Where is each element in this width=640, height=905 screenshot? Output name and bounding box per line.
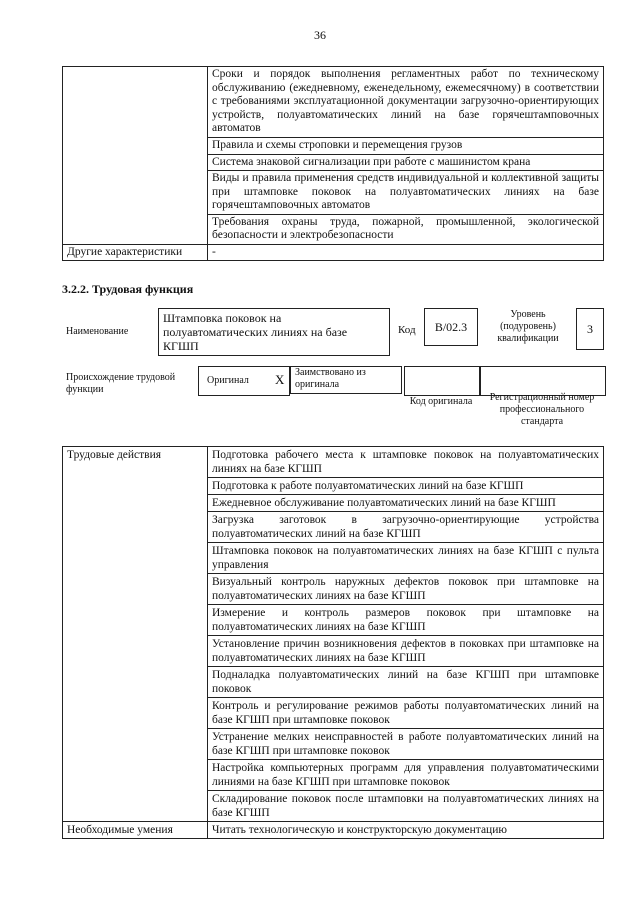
other-characteristics-label: Другие характеристики xyxy=(63,244,208,261)
action-item: Устранение мелких неисправностей в работе полуавтоматических линий на базе КГШП при штамповке поковок xyxy=(208,729,604,760)
origin-label: Происхождение трудовой функции xyxy=(66,372,176,395)
original-label: Оригинал xyxy=(207,375,249,386)
function-name-box: Штамповка поковок на полуавтоматических линиях на базе КГШП xyxy=(158,308,390,356)
name-label: Наименование xyxy=(66,326,129,337)
code-original-label: Код оригинала xyxy=(409,396,473,407)
action-item: Ежедневное обслуживание полуавтоматических линий на базе КГШП xyxy=(208,495,604,512)
other-characteristics-value: - xyxy=(208,244,604,261)
action-item: Измерение и контроль размеров поковок при штамповке на полуавтоматических линиях на базе КГШП xyxy=(208,605,604,636)
knowledge-label-cell xyxy=(63,67,208,245)
original-box xyxy=(198,366,290,396)
code-original-box xyxy=(404,366,480,396)
action-item: Подготовка к работе полуавтоматических линий на базе КГШП xyxy=(208,478,604,495)
original-mark: X xyxy=(275,372,285,387)
knowledge-item: Требования охраны труда, пожарной, промышленной, экологической безопасности и электробезопасности xyxy=(208,214,604,244)
action-item: Штамповка поковок на полуавтоматических линиях на базе КГШП с пульта управления xyxy=(208,543,604,574)
skill-item: Читать технологическую и конструкторскую документацию xyxy=(208,822,604,839)
action-item: Подготовка рабочего места к штамповке поковок на полуавтоматических линиях на базе КГШП xyxy=(208,447,604,478)
knowledge-item: Система знаковой сигнализации при работе с машинистом крана xyxy=(208,154,604,171)
action-item: Складирование поковок после штамповки на полуавтоматических линиях на базе КГШП xyxy=(208,791,604,822)
action-item: Подналадка полуавтоматических линий на базе КГШП при штамповке поковок xyxy=(208,667,604,698)
action-item: Настройка компьютерных программ для управления полуавтоматическими линиями на базе КГШП при штамповке поковок xyxy=(208,760,604,791)
knowledge-item: Правила и схемы строповки и перемещения грузов xyxy=(208,138,604,155)
action-item: Установление причин возникновения дефектов в поковках при штамповке на полуавтоматических линиях на базе КГШП xyxy=(208,636,604,667)
reg-number-label: Регистрационный номер профессионального стандарта xyxy=(489,392,595,427)
actions-label: Трудовые действия xyxy=(63,447,208,822)
actions-table xyxy=(62,446,604,839)
section-title: 3.2.2. Трудовая функция xyxy=(62,282,194,296)
action-item: Визуальный контроль наружных дефектов поковок при штамповке на полуавтоматических линиях на базе КГШП xyxy=(208,574,604,605)
borrowed-box: Заимствовано из оригинала xyxy=(290,366,402,394)
knowledge-item: Сроки и порядок выполнения регламентных работ по техническому обслуживанию (ежедневному, еженедельному, ежемесячному) в соответствии с требованиями эксплуатационной документации загрузочно-ориентирующих устройств, полуавтоматических линий на базе горячештамповочных автоматов xyxy=(208,67,604,138)
knowledge-table xyxy=(62,66,604,261)
page-number: 36 xyxy=(314,28,326,42)
knowledge-item: Виды и правила применения средств индивидуальной и коллективной защиты при штамповке поковок на полуавтоматических линиях на базе горячештамповочных автоматов xyxy=(208,171,604,215)
level-value-box: 3 xyxy=(576,308,604,350)
code-label: Код xyxy=(398,324,416,336)
action-item: Загрузка заготовок в загрузочно-ориентирующие устройства полуавтоматических линий на базе КГШП xyxy=(208,512,604,543)
code-value-box: В/02.3 xyxy=(424,308,478,346)
level-label: Уровень (подуровень) квалификации xyxy=(497,309,559,344)
skills-label: Необходимые умения xyxy=(63,822,208,839)
action-item: Контроль и регулирование режимов работы полуавтоматических линий на базе КГШП при штамповке поковок xyxy=(208,698,604,729)
